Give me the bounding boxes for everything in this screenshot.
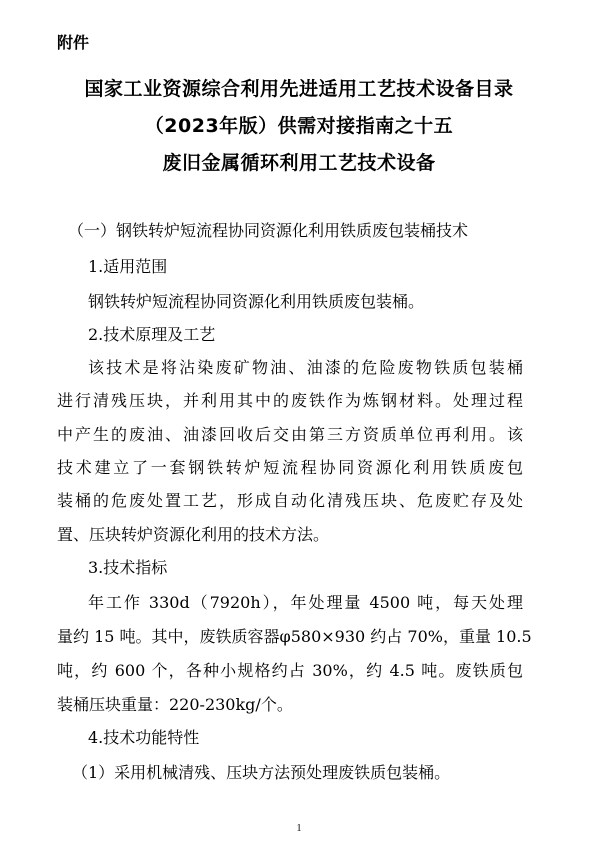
subsection-3-line: 年工作 330d（7920h），年处理量 4500 吨，每天处理 xyxy=(88,593,523,612)
subsection-2-line: 该技术是将沾染废矿物油、油漆的危险废物铁质包装桶 xyxy=(88,358,523,377)
subsection-2-line: 装桶的危废处置工艺，形成自动化清残压块、危废贮存及处 xyxy=(57,491,523,510)
page-number: 1 xyxy=(296,823,302,834)
subsection-4-item: （1）采用机械清残、压块方法预处理废铁质包装桶。 xyxy=(72,763,451,782)
subsection-1-heading: 1.适用范围 xyxy=(88,257,168,276)
subsection-3-line: 吨，约 600 个，各种小规格约占 30%，约 4.5 吨。废铁质包 xyxy=(57,661,523,680)
subsection-3-line: 量约 15 吨。其中，废铁质容器φ580×930 约占 70%，重量 10.5 xyxy=(57,627,532,646)
subsection-2-line: 进行清残压块，并利用其中的废铁作为炼钢材料。处理过程 xyxy=(57,391,523,410)
subsection-3-heading: 3.技术指标 xyxy=(88,558,168,577)
subsection-4-heading: 4.技术功能特性 xyxy=(88,728,200,747)
document-title-line-2: （2023年版）供需对接指南之十五 xyxy=(144,115,454,137)
attachment-label: 附件 xyxy=(57,33,90,52)
subsection-3-line: 装桶压块重量：220-230kg/个。 xyxy=(57,695,293,714)
subsection-2-line: 中产生的废油、油漆回收后交由第三方资质单位再利用。该 xyxy=(57,425,523,444)
subsection-2-line: 置、压块转炉资源化利用的技术方法。 xyxy=(57,525,330,544)
subsection-2-line: 技术建立了一套钢铁转炉短流程协同资源化利用铁质废包 xyxy=(57,458,523,477)
document-title-line-1: 国家工业资源综合利用先进适用工艺技术设备目录 xyxy=(84,78,514,100)
subsection-2-heading: 2.技术原理及工艺 xyxy=(88,325,216,344)
subsection-1-text: 钢铁转炉短流程协同资源化利用铁质废包装桶。 xyxy=(88,292,425,311)
section-heading: （一）钢铁转炉短流程协同资源化利用铁质废包装桶技术 xyxy=(68,221,469,240)
document-title-line-3: 废旧金属循环利用工艺技术设备 xyxy=(162,152,436,174)
